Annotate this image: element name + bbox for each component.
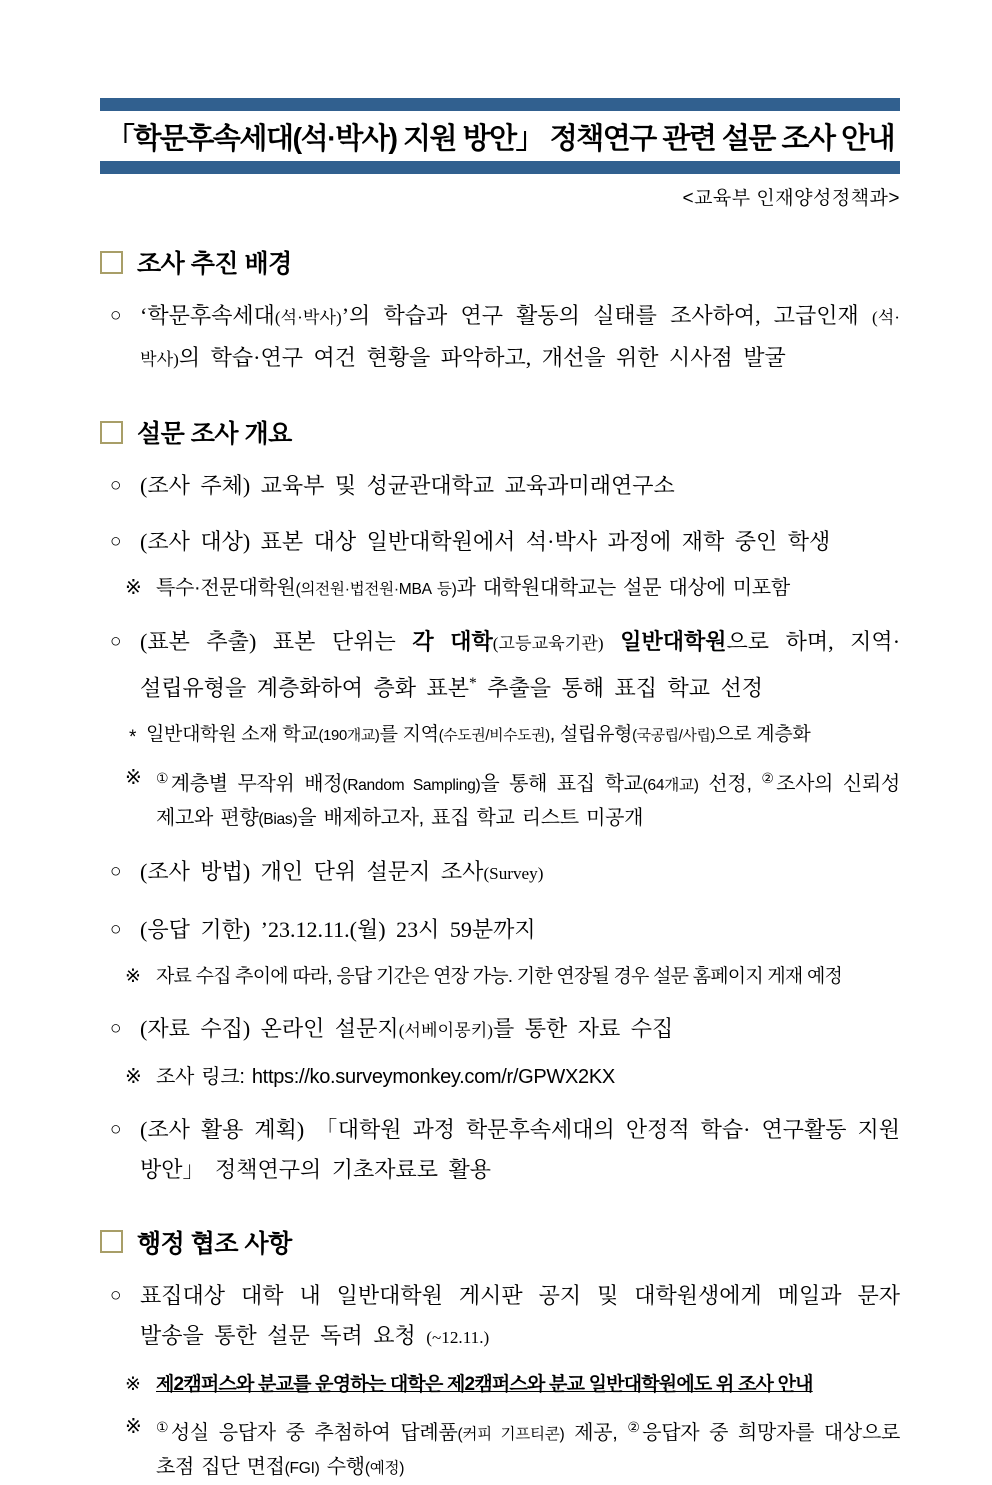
reference-mark-icon: ※ <box>125 1373 141 1395</box>
title-block <box>100 98 900 174</box>
text-segment: 일반대학원 소재 학교 <box>146 723 319 745</box>
text-segment: (커피 기프티콘) <box>457 1425 565 1443</box>
item-text <box>140 622 900 709</box>
bullet-item <box>100 522 900 562</box>
text-segment: (Survey) <box>483 863 544 883</box>
text-segment: 일반대학원 <box>620 629 727 654</box>
text-segment: 을 배제하고자, 표집 학교 리스트 미공개 <box>297 806 644 829</box>
text-segment: (조사 활용 계획) 「대학원 과정 학문후속세대의 안정적 학습· 연구활동 지원 방안」 정책연구의 기초자료로 활용 <box>140 1116 900 1182</box>
circle-bullet-icon: ○ <box>110 1017 122 1039</box>
bullet-item <box>100 1276 900 1358</box>
asterisk-icon: * <box>129 726 137 748</box>
text-segment: (64개교) <box>642 776 699 794</box>
item-text <box>140 522 900 562</box>
text-segment: (~12.11.) <box>426 1327 490 1347</box>
note-item <box>100 1411 900 1485</box>
text-segment: ① <box>156 1418 171 1435</box>
bullet-item <box>100 296 900 380</box>
section-heading <box>100 244 900 280</box>
text-segment: (조사 대상) 표본 대상 일반대학원에서 석·박사 과정에 재학 중인 학생 <box>140 529 831 554</box>
text-segment: 자료 수집 추이에 따라, 응답 기간은 연장 가능. 기한 연장될 경우 설문 홈페이지 게재 예정 <box>156 965 843 987</box>
text-segment: 성실 응답자 중 추첨하여 답례품 <box>170 1421 458 1444</box>
item-text <box>156 1061 900 1094</box>
survey-url: https://ko.surveymonkey.com/r/GPWX2KX <box>251 1065 615 1088</box>
note-item <box>100 1061 900 1094</box>
text-segment: 응답자 중 희망자를 대상으로 초점 집단 면접 <box>156 1421 900 1478</box>
title-bar-bottom <box>100 161 900 174</box>
text-segment: (조사 방법) 개인 단위 설문지 조사 <box>140 858 484 884</box>
text-segment: (예정) <box>364 1459 405 1477</box>
text-segment: 으로 하며, 지역·설립유형을 계층화하여 층화 표본 <box>140 629 901 701</box>
text-segment: 를 통한 자료 수집 <box>492 1015 674 1041</box>
text-segment: (의전원·법전원·MBA 등) <box>295 581 457 598</box>
item-text <box>156 960 900 993</box>
section-heading-text: 조사 추진 배경 <box>137 250 292 278</box>
bullet-item <box>100 852 900 894</box>
text-segment: (조사 주체) 교육부 및 성균관대학교 교육과미래연구소 <box>140 473 675 498</box>
section-bullet-square <box>100 1230 123 1253</box>
reference-mark-icon: ※ <box>125 1415 142 1438</box>
text-segment: 표집대상 대학 내 일반대학원 게시판 공지 및 대학원생에게 메일과 문자 발송을 통한 설문 독려 요청 <box>140 1282 900 1348</box>
circle-bullet-icon: ○ <box>110 475 122 496</box>
item-text <box>140 466 900 506</box>
text-segment: 조사의 신뢰성 제고와 편향 <box>156 772 900 829</box>
text-segment: 을 통해 표집 학교 <box>480 772 643 795</box>
reference-mark-icon: ※ <box>125 577 142 599</box>
item-text <box>156 762 900 836</box>
text-segment: (석·박사) <box>140 308 900 369</box>
item-text <box>140 1009 900 1051</box>
section-bullet-square <box>100 251 123 274</box>
text-segment: (FGI) <box>284 1459 320 1477</box>
item-text <box>156 572 900 606</box>
item-text <box>140 910 900 950</box>
section <box>100 244 900 380</box>
title-bar-top <box>100 98 900 111</box>
text-segment: ② <box>761 769 777 786</box>
item-text <box>140 296 900 380</box>
section-heading <box>100 1224 900 1260</box>
section-heading-text: 행정 협조 사항 <box>137 1229 292 1258</box>
text-segment: 의 학습·연구 여건 현황을 파악하고, 개선을 위한 시사점 발굴 <box>178 345 786 370</box>
circle-bullet-icon: ○ <box>110 305 122 326</box>
section-heading <box>100 414 900 450</box>
item-text <box>140 1276 900 1358</box>
circle-bullet-icon: ○ <box>110 531 122 552</box>
item-text <box>146 719 900 752</box>
item-text <box>140 852 900 894</box>
document-title: 「학문후속세대(석·박사) 지원 방안」 정책연구 관련 설문 조사 안내 <box>105 123 895 155</box>
text-segment: (국공립/사립) <box>632 727 716 744</box>
text-segment: 과 대학원대학교는 설문 대상에 미포함 <box>456 577 790 599</box>
text-segment: (서베이몽키) <box>398 1020 493 1040</box>
bullet-item <box>100 1009 900 1051</box>
note-item <box>100 960 900 993</box>
text-segment: 제2캠퍼스와 분교를 운영하는 대학은 제2캠퍼스와 분교 일반대학원에도 위 조사 안내 <box>156 1373 813 1395</box>
text-segment <box>604 629 621 654</box>
circle-bullet-icon: ○ <box>110 918 122 940</box>
item-text <box>140 1110 900 1190</box>
text-segment: 수행 <box>319 1455 365 1478</box>
section-heading-text: 설문 조사 개요 <box>137 420 292 448</box>
text-segment: ② <box>627 1418 643 1435</box>
text-segment: ① <box>156 769 171 786</box>
text-segment: 를 지역 <box>379 723 439 745</box>
text-segment: (자료 수집) 온라인 설문지 <box>140 1015 399 1041</box>
text-segment: ‘학문후속세대 <box>140 303 275 328</box>
reference-mark-icon: ※ <box>125 965 141 987</box>
note-item <box>100 572 900 606</box>
text-segment: 조사 링크: <box>156 1065 252 1088</box>
section <box>100 414 900 1190</box>
text-segment: (Bias) <box>258 810 298 828</box>
bullet-item <box>100 910 900 950</box>
text-segment: (고등교육기관) <box>492 634 604 653</box>
text-segment: (수도권/비수도권) <box>438 727 550 744</box>
text-segment: (응답 기한) ’23.12.11.(월) 23시 59분까지 <box>140 916 536 942</box>
item-text <box>156 1368 900 1401</box>
bullet-item <box>100 622 900 709</box>
department-label: <교육부 인재양성정책과> <box>682 188 900 209</box>
footnote-item <box>100 719 900 752</box>
circle-bullet-icon: ○ <box>110 1118 122 1140</box>
text-segment: 각 대학 <box>412 629 493 654</box>
circle-bullet-icon: ○ <box>110 1284 122 1306</box>
note-item <box>100 1368 900 1401</box>
reference-mark-icon: ※ <box>125 766 142 789</box>
text-segment: (Random Sampling) <box>342 776 481 794</box>
text-segment: 특수·전문대학원 <box>156 577 296 599</box>
note-item <box>100 762 900 836</box>
section <box>100 1224 900 1485</box>
item-text <box>156 1411 900 1485</box>
text-segment: (190개교) <box>318 727 380 744</box>
text-segment: (석·박사) <box>274 308 342 327</box>
sections <box>100 244 900 1485</box>
circle-bullet-icon: ○ <box>110 860 122 882</box>
text-segment: , 설립유형 <box>549 723 633 745</box>
text-segment: 계층별 무작위 배정 <box>170 772 343 795</box>
text-segment: ’의 학습과 연구 활동의 실태를 조사하여, 고급인재 <box>341 303 872 328</box>
text-segment: 선정, <box>698 772 762 795</box>
text-segment: 으로 계층화 <box>715 723 811 745</box>
bullet-item <box>100 1110 900 1190</box>
reference-mark-icon: ※ <box>125 1065 142 1088</box>
text-segment: 추출을 통해 표집 학교 선정 <box>476 675 764 701</box>
text-segment: 제공, <box>564 1421 628 1444</box>
section-bullet-square <box>100 421 123 444</box>
text-segment: * <box>469 675 477 692</box>
bullet-item <box>100 466 900 506</box>
text-segment: (표본 추출) 표본 단위는 <box>140 629 413 654</box>
circle-bullet-icon: ○ <box>110 631 122 652</box>
